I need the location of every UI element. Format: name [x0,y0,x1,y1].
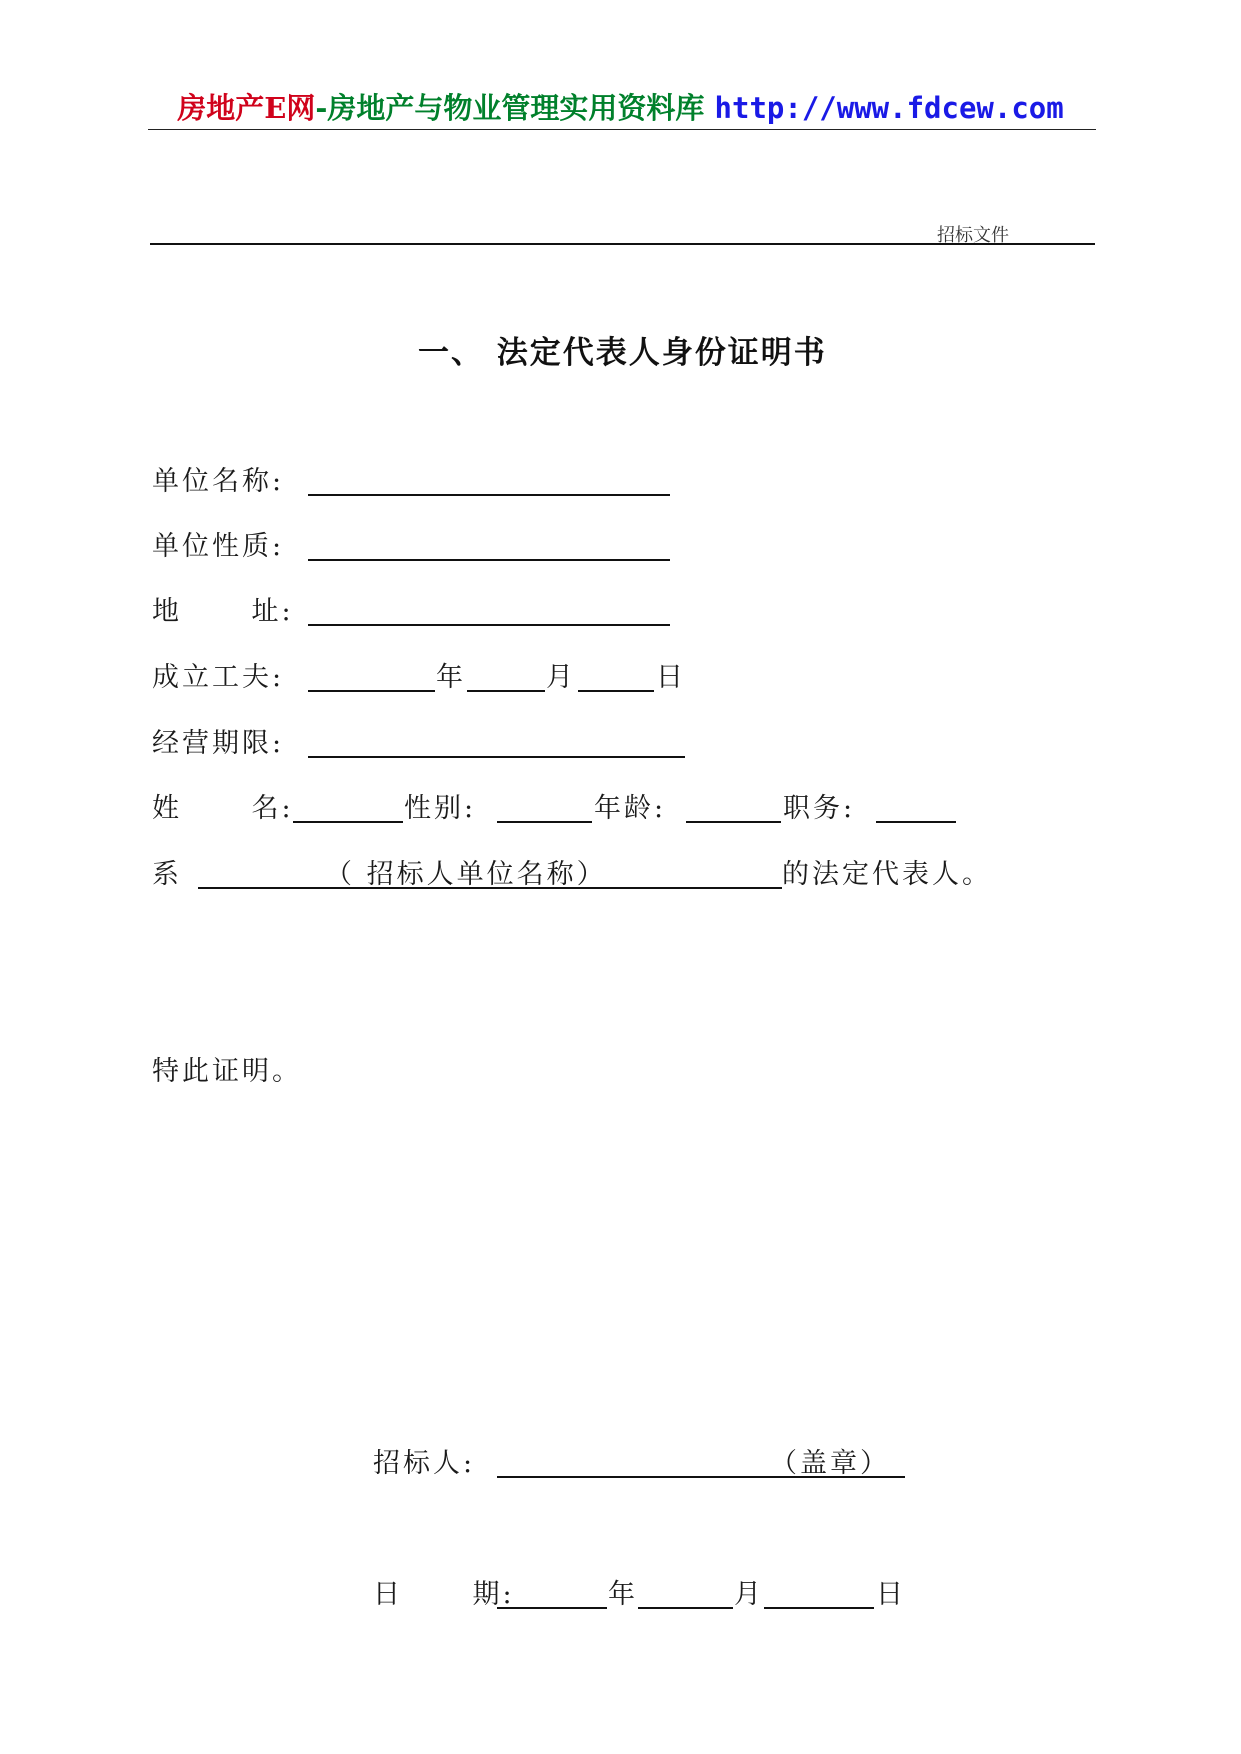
banner-site-name: 房地产E网 [177,91,316,125]
term-label: 经营期限: [152,728,285,759]
unit-nature-field[interactable] [308,559,670,561]
address-label: 地 址: [152,596,294,627]
banner-url[interactable]: http://www.fdcew.com [714,91,1064,125]
age-field[interactable] [686,821,781,823]
banner-tagline: -房地产与物业管理实用资料库 [315,91,705,125]
unit-name-label: 单位名称: [152,466,285,497]
date-year-label: 年 [608,1579,638,1610]
position-field[interactable] [876,821,956,823]
seal-label: （盖章） [770,1448,890,1479]
header-rule [150,243,1095,245]
name-field[interactable] [293,821,403,823]
established-year-label: 年 [436,662,466,693]
date-year-field[interactable] [497,1607,607,1609]
gender-label: 性别: [404,793,477,824]
banner-rule [148,129,1096,130]
established-year-field[interactable] [308,690,435,692]
date-month-field[interactable] [638,1607,733,1609]
date-day-field[interactable] [764,1607,874,1609]
tenderee-label: 招标人: [373,1448,476,1479]
is-label: 系 [152,859,182,890]
position-label: 职务: [783,793,856,824]
header-doc-label: 招标文件 [937,225,1009,246]
established-label: 成立工夫: [152,662,285,693]
unit-name-field[interactable] [308,494,670,496]
gender-field[interactable] [497,821,592,823]
site-banner [0,88,1241,128]
date-day-label: 日 [876,1579,906,1610]
term-field[interactable] [308,756,685,758]
date-month-label: 月 [734,1579,764,1610]
established-day-field[interactable] [578,690,654,692]
age-label: 年龄: [594,793,667,824]
tenderee-unit-hint: （ 招标人单位名称） [325,859,607,890]
established-month-field[interactable] [467,690,545,692]
legal-rep-text: 的法定代表人。 [782,859,992,890]
address-field[interactable] [308,624,670,626]
page-title: 一、 法定代表人身份证明书 [418,335,827,371]
certify-text: 特此证明。 [152,1056,302,1087]
date-label: 日 期: [373,1579,515,1610]
established-day-label: 日 [656,662,686,693]
name-label: 姓 名: [152,793,294,824]
unit-nature-label: 单位性质: [152,531,285,562]
established-month-label: 月 [546,662,576,693]
